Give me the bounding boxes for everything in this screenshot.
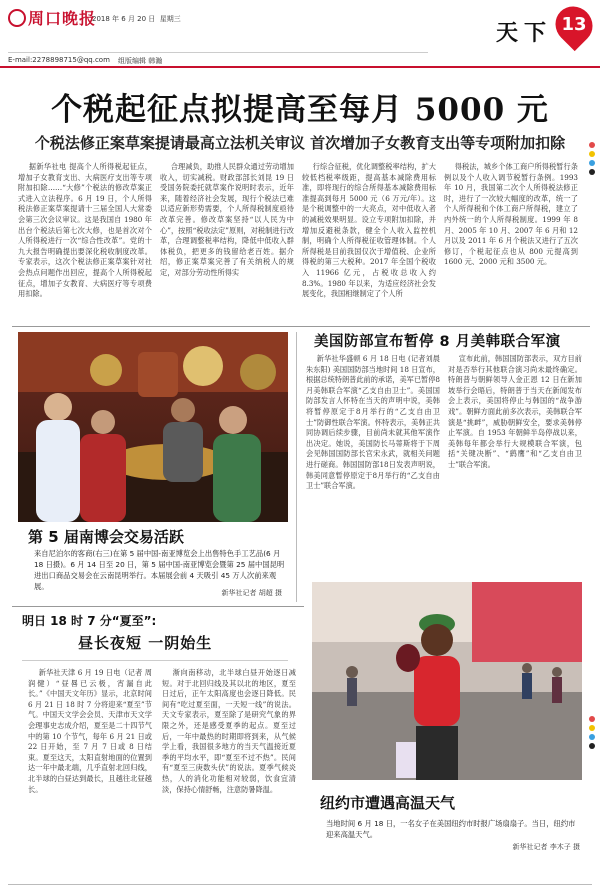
lead-column-2: 合理减负，助推人民群众通过劳动增加收入，切实减税。财政部部长刘昆 19 日受国务院委托就草案作说明时表示，近年来，随着经济社会发展，现行个税法已难以适应新形势需要，个人所得税制度亟待改革完善。修改草案坚持“以人民为中心”，按照“税收法定”原则，对税制进行改革，合理调整税率结构，降低中低收入群体税负，把更多的钱留给老百姓。据介绍，修正案草案完善了有关纳税人的规定，对部分劳动性所得实 [160,162,294,277]
nyc-headline: 纽约市遭遇高温天气 [320,794,456,812]
contact-email: E-mail:2278898715@qq.com [8,56,110,64]
page-number-badge [548,0,600,51]
fair-bottom-rule [12,606,304,607]
fair-photo-image [18,332,288,522]
lead-column-3: 行综合征税，优化调整税率结构，扩大较低档税率级距，提高基本减除费用标准，即将现行的综合所得基本减除费用标准提高到每月 5000 元（6 万元/年）。这是个税调整中的一大亮点，对中低收入者的减税效果明显。设立专项附加扣除，并增加反避税条款，健全个人收入监控机制，明确个人所得税征收管理体制。个人所得税是目前我国仅次于增值税、企业所得税的第三大税种。2017 年全国个税收入 11966 亿元，占税收总收入约 8.3%。1980 年以来，为适应经济社会发展变化，我国相继制定了个人所 [302,162,436,299]
lead-column-4: 得税法，城乡个体工商户所得税暂行条例以及个人收入调节税暂行条例。1993 年 10 月，我国第二次个人所得税法修正时，进行了一次较大幅度的改革，统一了个人所得税和个体工商户所得税，建立了内外统一的个人所得税制度。1999 年 8 月、2005 年 10 月、2007 年 6 月和 12 月以及 2011 年 6 月个税法又进行了五次修订，个税起征点也从 800 元提高到 1600 元、2000 元和 3500 元。 [444,162,578,267]
issue-weekday: 星期三 [159,15,181,23]
fair-caption: 来自尼泊尔的客商(右三)在第 5 届中国-南亚博览会上出售特色手工艺品(6 月 18 日摄)。6 月 14 日至 20 日，第 5 届中国-南亚博览会暨第 25 届中国昆明进出口商品交易会在云南昆明举行。本届展会前 4 天吸引 45 万人次前来观展。 [34,549,285,591]
solstice-headline: 昼长夜短 一阴始生 [78,634,213,652]
fair-headline: 第 5 届南博会交易活跃 [28,528,184,546]
fair-photo [18,332,288,522]
section-title: 天下 [495,20,552,46]
page-number: 13 [561,14,587,35]
issue-date-line [92,14,181,24]
lead-headline: 个税起征点拟提高至每月 5000 元 [51,92,549,128]
layout-editor: 组版编辑 韩瀚 [118,57,163,65]
solstice-rule [22,660,288,661]
column-divider [296,332,297,602]
issue-date: 2018 年 6 月 20 日 [92,15,156,23]
fair-photo-credit: 新华社记者 胡超 摄 [221,589,282,597]
solstice-column-1: 新华社天津 6 月 19 日电（记者 周润健）“昼晷已云极，宵漏自此长。”《中国天文年历》显示，北京时间 6 月 21 日 18 时 7 分将迎来“夏至”节气。中国天文学会会员、天津市天文学会理事史志成介绍，夏至是二十四节气中的第 10 个节气，每年 6 月 21 日或 22 日开始，至 7 月 7 日或 8 日结束。夏至这天，太阳直射地面的位置到达一年中最北端，几乎直射北回归线，北半球的白昼达到最长，且越往北昼越长。 [28,668,152,794]
nyc-photo [312,582,582,780]
solstice-kicker: 明日 18 时 7 分“夏至”: [22,614,157,628]
page-bottom-rule [8,884,592,885]
military-column-1: 新华社华盛顿 6 月 18 日电 (记者刘晨 朱东阳) 美国国防部当地时间 18 日宣布，根据总统特朗普此前的承诺，美军已暂停8月美韩联合军演“乙支自由卫士”。美国国防部发言人怀特在当天的声明中说，美韩将暂停原定于8月举行的“乙支自由卫士”防御性联合军演。怀特表示，美韩正共同协调后续步骤，目前尚未就其他军演作出决定。她说，美国防长马蒂斯将于下周会见韩国国防部长官宋永武，就相关问题进行磋商。韩国国防部18日发表声明说，韩美同意暂停原定于8月举行的“乙支自由卫士”联合军演。 [306,354,440,491]
color-dots-bottom [589,716,595,752]
nyc-photo-image [312,582,582,780]
lead-subheadline: 个税法修正案草案提请最高立法机关审议 首次增加子女教育支出等专项附加扣除 [34,134,566,152]
logo-ring-icon [8,9,26,27]
newspaper-logo [8,6,96,29]
nyc-caption: 当地时间 6 月 18 日，一名女子在美国纽约市时报广场扇扇子。当日，纽约市迎来高温天气。 [326,819,576,839]
logo-text: 周口晚报 [28,9,97,28]
masthead-rule [0,66,600,68]
military-column-2: 宣布此前，韩国国防部表示，双方目前对是否举行其他联合演习尚未最终确定。特朗普与朝鲜领导人金正恩 12 日在新加坡举行会晤后，特朗普于当天在新闻发布会上表示，美国将停止与韩国的“战争游戏”。朝鲜方面此前多次表示，美韩联合军演是“挑衅”，威胁朝鲜安全，要求美韩停止军演。自 1953 年朝鲜半岛停战以来，美韩每年都会举行大规模联合军演，包括“关键决断”、“鹞鹰”和“乙支自由卫士”联合军演。 [448,354,582,469]
masthead-divider [8,52,428,53]
nyc-photo-credit: 新华社记者 李木子 摄 [512,843,580,851]
military-headline: 美国防部宣布暂停 8 月美韩联合军演 [314,334,561,350]
lead-column-1: 据新华社电 提高个人所得税起征点，增加子女教育支出、大病医疗支出等专项附加扣除……“大修”个税法的修改草案正式进入立法程序。6 月 19 日，个人所得税法修正案草案提请十三届全国人大常委会第三次会议审议。这是我国自 1980 年出台个税法后第七次大修，也是首次对个人所得税进行一次“综合性改革”。党的十九大报告明确提出要深化税收制度改革。专家表示，这次个税法修正案草案针对社会热点问题作出回应，提高个人所得税起征点，增加子女教育、大病医疗等专项费用扣除。 [18,162,152,299]
lead-bottom-rule [12,326,590,327]
color-dots-top [589,142,595,178]
solstice-column-2: 渐向南移动，北半球白昼开始逐日减短。对于北回归线及其以北的地区，夏至日过后，正午太阳高度也会逐日降低。民间有“吃过夏至面，一天短一线”的说法。天文专家表示，夏至除了是研究气象的界限之外，还是感受夏季的起点。夏至过后，一年中最热的时期即将到来，从气候学上看，我国很多地方的当天气温接近夏季的平均水平，即“夏至不过不热”。民间有“夏至三庚数头伏”的说法。夏季气候炎热，人的消化功能相对较弱，饮食宜清淡，保持心情舒畅，注意防暑降温。 [162,668,296,794]
